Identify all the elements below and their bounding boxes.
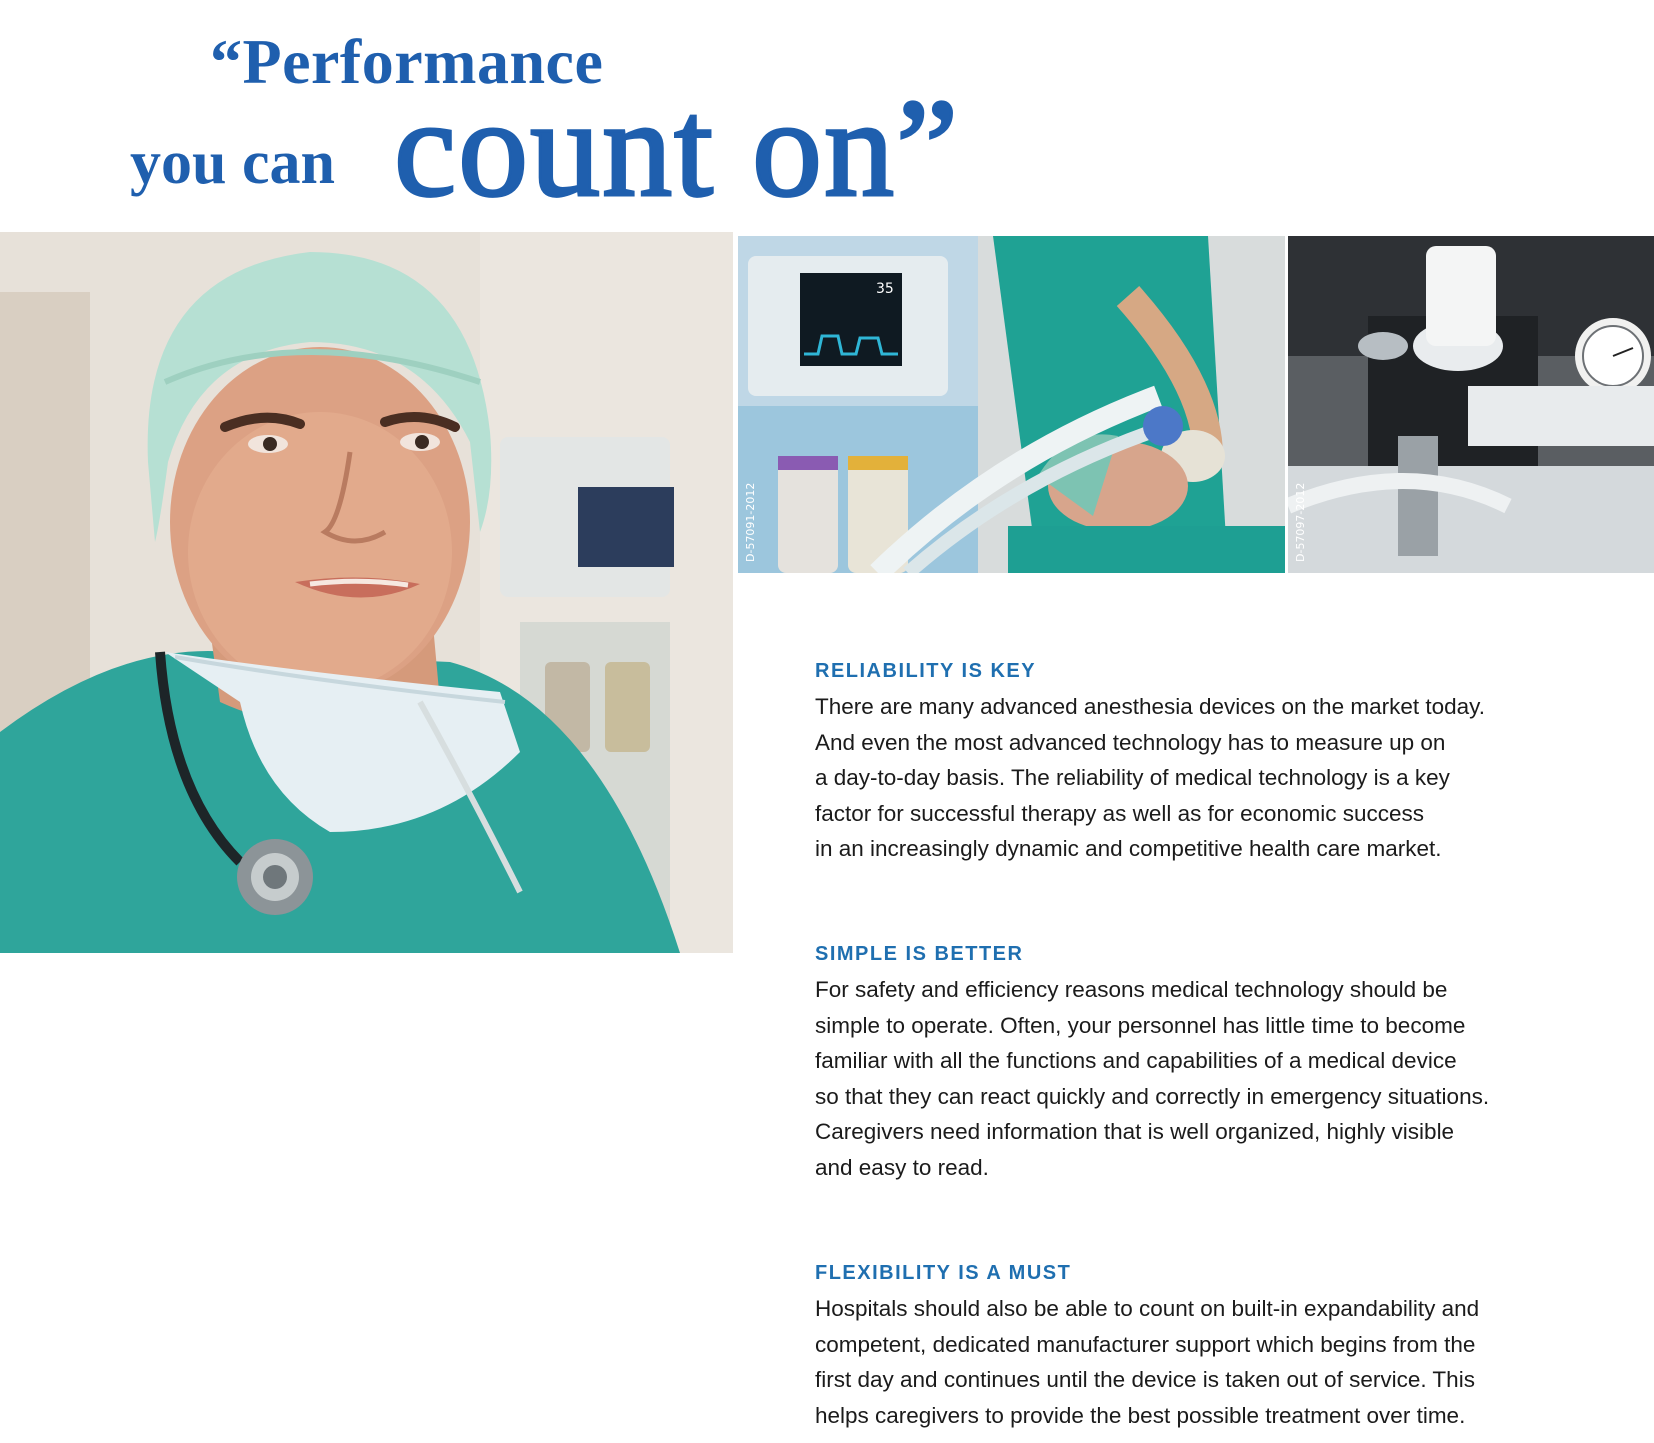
headline bbox=[120, 20, 1000, 226]
headline-count-on: count on” bbox=[394, 71, 961, 226]
paragraph-line: For safety and efficiency reasons medical technology should be bbox=[815, 977, 1448, 1002]
device-illustration bbox=[1288, 236, 1654, 573]
photo-credit-device: D-57097-2012 bbox=[1294, 482, 1307, 562]
paragraph-line: There are many advanced anesthesia devices on the market today. bbox=[815, 694, 1485, 719]
paragraph-line: simple to operate. Often, your personnel has little time to become bbox=[815, 1012, 1466, 1038]
section-heading: FLEXIBILITY IS A MUST bbox=[815, 1262, 1072, 1284]
section-heading: RELIABILITY IS KEY bbox=[815, 660, 1037, 682]
section-flexibility bbox=[815, 1262, 1615, 1433]
paragraph-line: familiar with all the functions and capabilities of a medical device bbox=[815, 1048, 1457, 1073]
paragraph-line: factor for successful therapy as well as for economic success bbox=[815, 800, 1424, 826]
paragraph-line: and easy to read. bbox=[815, 1154, 989, 1180]
headline-you-can: you can bbox=[130, 129, 335, 197]
paragraph-line: helps caregivers to provide the best possible treatment over time. bbox=[815, 1402, 1466, 1428]
headline-line-1: “Performance bbox=[210, 26, 604, 97]
paragraph-line: a day-to-day basis. The reliability of medical technology is a key bbox=[815, 765, 1450, 790]
device-closeup-photo bbox=[1288, 236, 1654, 573]
section-heading: SIMPLE IS BETTER bbox=[815, 943, 1024, 965]
paragraph-line: first day and continues until the device is taken out of service. This bbox=[815, 1367, 1475, 1392]
photo-credit-anesthesia: D-57091-2012 bbox=[744, 482, 757, 562]
anesthesia-workstation-photo bbox=[738, 236, 1285, 573]
monitor-readout: 35 bbox=[876, 281, 894, 297]
doctor-illustration bbox=[0, 232, 733, 953]
paragraph-line: Caregivers need information that is well organized, highly visible bbox=[815, 1119, 1455, 1144]
anesthesia-illustration bbox=[738, 236, 1285, 573]
paragraph-line: in an increasingly dynamic and competitive health care market. bbox=[815, 836, 1442, 861]
paragraph-line: Hospitals should also be able to count on built-in expandability and bbox=[815, 1296, 1480, 1321]
doctor-portrait-photo bbox=[0, 232, 733, 953]
section-reliability bbox=[815, 660, 1615, 867]
paragraph-line: so that they can react quickly and correctly in emergency situations. bbox=[815, 1083, 1490, 1109]
paragraph-line: And even the most advanced technology has to measure up on bbox=[815, 729, 1446, 755]
paragraph-line: competent, dedicated manufacturer support which begins from the bbox=[815, 1331, 1476, 1357]
section-simplicity bbox=[815, 943, 1615, 1185]
